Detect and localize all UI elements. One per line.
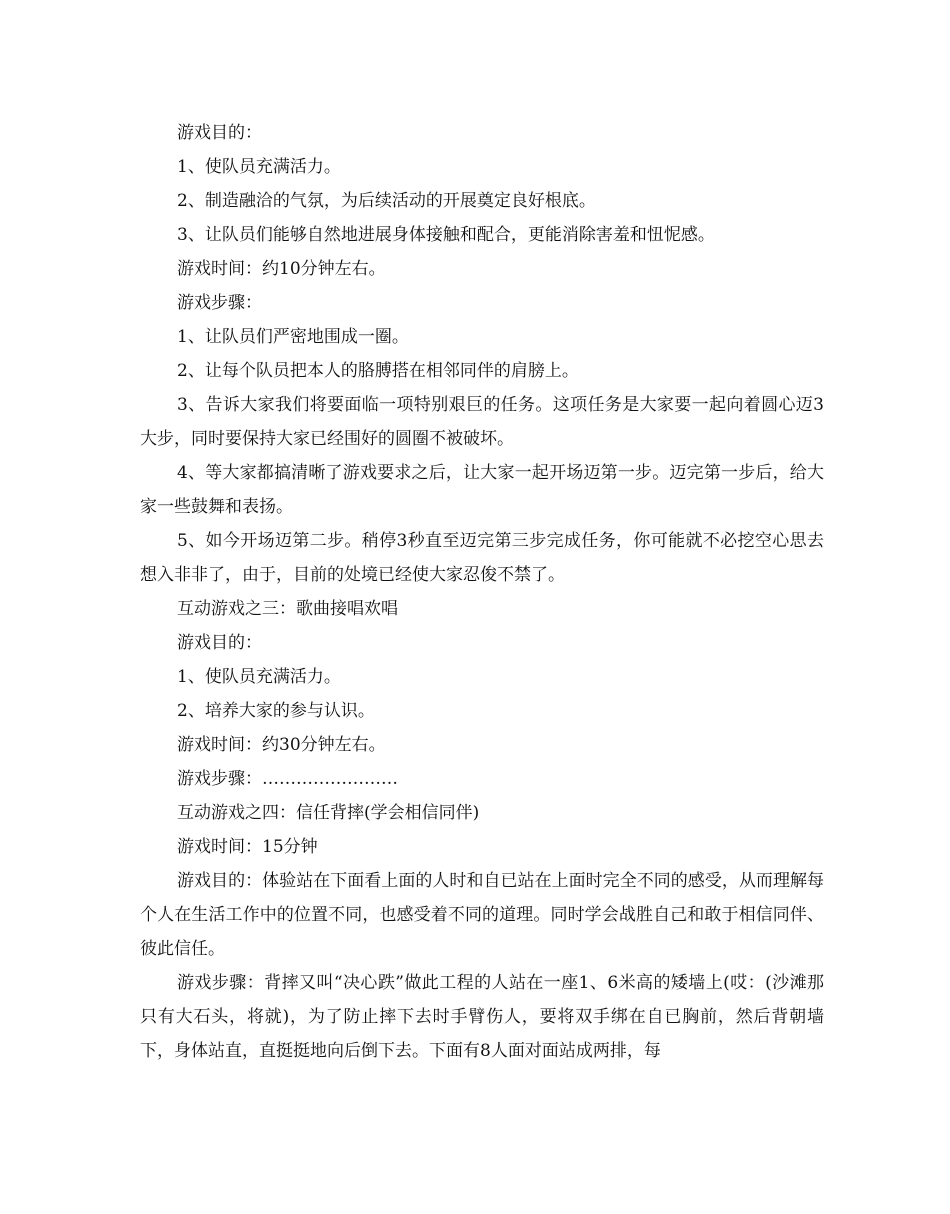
- paragraph: 1、使队员充满活力。: [177, 157, 341, 177]
- paragraph: 1、让队员们严密地围成一圈。: [177, 327, 409, 347]
- paragraph: 5、如今开场迈第二步。稍停3秒直至迈完第三步完成任务，你可能就不必挖空心思去想入非非了，由于，目前的处境已经使大家忍俊不禁了。: [140, 531, 824, 585]
- paragraph: 4、等大家都搞清晰了游戏要求之后，让大家一起开场迈第一步。迈完第一步后，给大家一些鼓舞和表扬。: [140, 463, 824, 517]
- paragraph: 游戏目的：: [177, 633, 262, 653]
- paragraph: 游戏时间：15分钟: [177, 837, 318, 857]
- paragraph: 游戏时间：约10分钟左右。: [177, 259, 386, 279]
- paragraph: 游戏步骤：: [177, 293, 262, 313]
- paragraph: 2、让每个队员把本人的胳膊搭在相邻同伴的肩膀上。: [177, 361, 579, 381]
- paragraph: 游戏步骤：……………………: [177, 769, 398, 789]
- paragraph: 2、制造融洽的气氛，为后续活动的开展奠定良好根底。: [177, 191, 596, 211]
- paragraph: 游戏时间：约30分钟左右。: [177, 735, 386, 755]
- paragraph: 3、让队员们能够自然地进展身体接触和配合，更能消除害羞和忸怩感。: [177, 225, 715, 245]
- section-heading: 互动游戏之三：歌曲接唱欢唱: [177, 599, 398, 619]
- section-heading: 互动游戏之四：信任背摔(学会相信同伴): [177, 803, 480, 823]
- document-body: [140, 116, 824, 1068]
- paragraph: 1、使队员充满活力。: [177, 667, 341, 687]
- paragraph: 游戏步骤：背摔又叫“决心跌”做此工程的人站在一座1、6米高的矮墙上(哎：(沙滩那只有大石头，将就)，为了防止摔下去时手臂伤人，要将双手绑在自已胸前，然后背朝墙下，身体站直，直挺挺地向后倒下去。下面有8人面对面站成两排，每: [140, 973, 824, 1061]
- paragraph: 游戏目的：体验站在下面看上面的人时和自已站在上面时完全不同的感受，从而理解每个人在生活工作中的位置不同，也感受着不同的道理。同时学会战胜自己和敢于相信同伴、彼此信任。: [140, 871, 824, 959]
- paragraph: 2、培养大家的参与认识。: [177, 701, 375, 721]
- paragraph: 3、告诉大家我们将要面临一项特别艰巨的任务。这项任务是大家要一起向着圆心迈3大步，同时要保持大家已经围好的圆圈不被破坏。: [140, 395, 824, 449]
- paragraph: 游戏目的：: [177, 123, 262, 143]
